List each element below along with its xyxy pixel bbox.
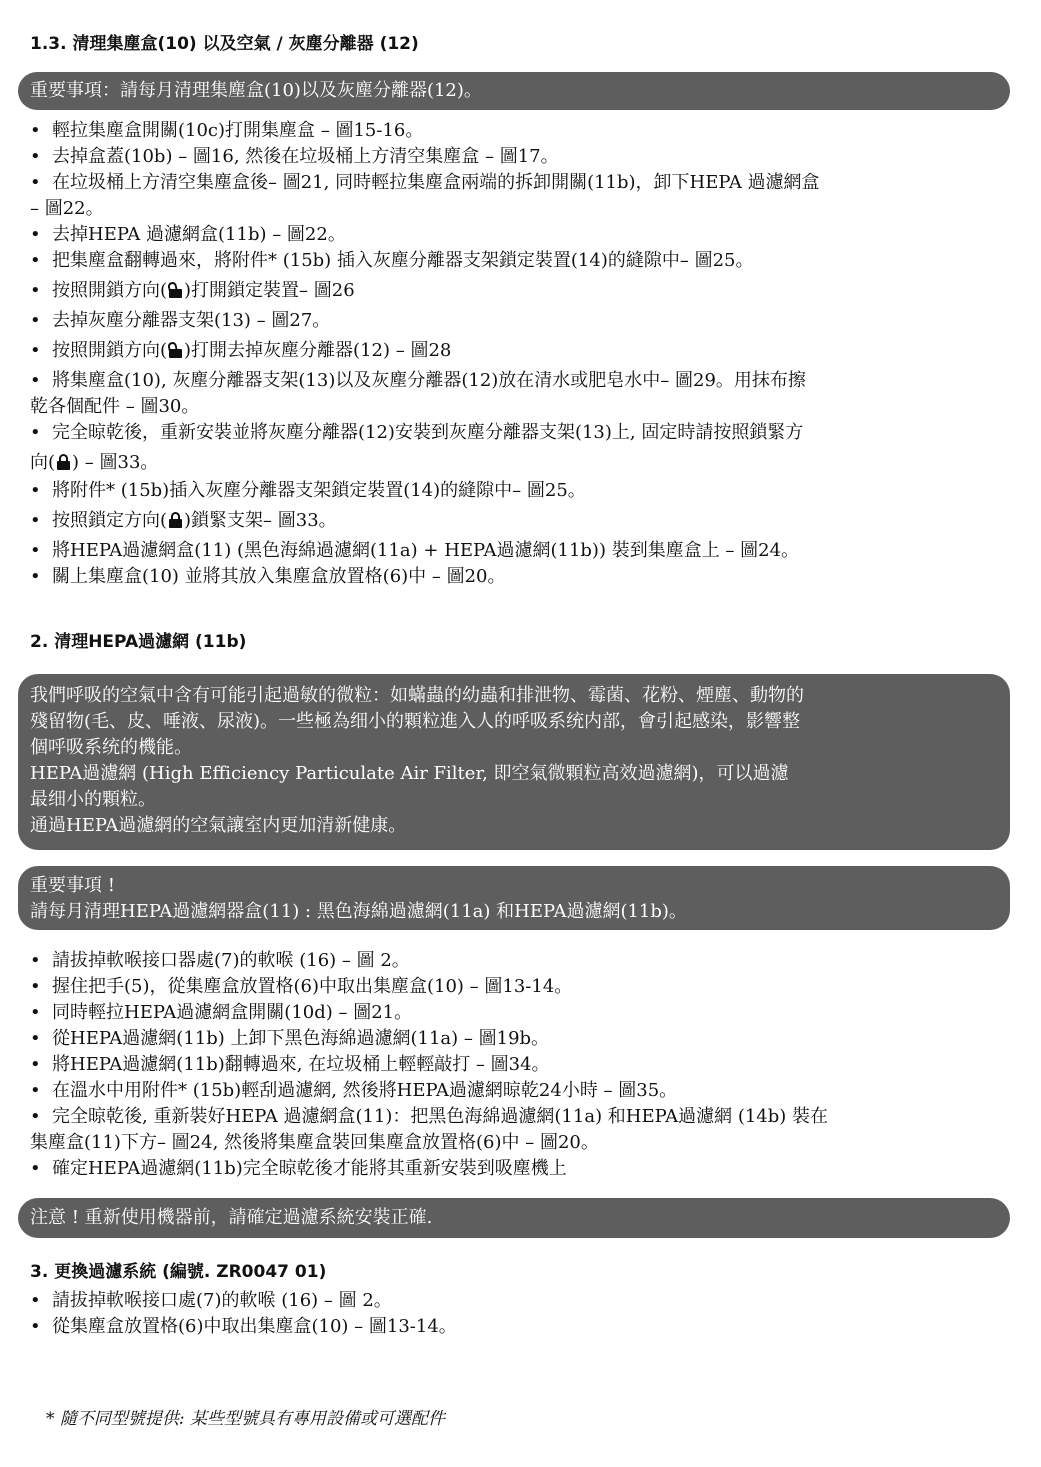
list-item: • 在溫水中用附件* (15b)輕刮過濾網, 然後將HEPA過濾網晾乾24小時 – 圖35。 <box>30 1080 678 1101</box>
list-item: • 請拔掉軟喉接口處(7)的軟喉 (16) – 圖 2。 <box>30 1290 392 1311</box>
notice-banner <box>18 1198 1010 1238</box>
section-1-heading: 1.3. 清理集塵盒(10) 以及空氣 / 灰塵分離器 (12) <box>30 34 419 54</box>
list-item: • 去掉灰塵分離器支架(13) – 圖27。 <box>30 310 331 331</box>
list-item: • 按照鎖定方向( )鎖緊支架– 圖33。 <box>30 510 337 531</box>
section-3-list <box>30 1288 1015 1340</box>
important-banner-2: 重要事項 ! 請每月清理HEPA過濾網器盒(11) : 黑色海綿過濾網(11a) 和HEPA過濾網(11b)。 <box>18 866 1010 930</box>
list-item: • 請拔掉軟喉接口器處(7)的軟喉 (16) – 圖 2。 <box>30 950 410 971</box>
list-item: • 關上集塵盒(10) 並將其放入集塵盒放置格(6)中 – 圖20。 <box>30 566 506 587</box>
notice-text: 注意 ! 重新使用機器前，請確定過濾系統安裝正確. <box>30 1207 433 1228</box>
list-item: • 將HEPA過濾網(11b)翻轉過來, 在垃圾桶上輕輕敲打 – 圖34。 <box>30 1054 550 1075</box>
list-item: • 按照開鎖方向( )打開鎖定裝置– 圖26 <box>30 280 355 301</box>
footnote: * 隨不同型號提供: 某些型號具有專用設備或可選配件 <box>46 1409 446 1429</box>
list-item: • 按照開鎖方向( )打開去掉灰塵分離器(12) – 圖28 <box>30 340 452 361</box>
unlock-icon <box>168 342 183 358</box>
list-item: • 握住把手(5)，從集塵盒放置格(6)中取出集塵盒(10) – 圖13-14。 <box>30 976 573 997</box>
lock-icon <box>168 512 183 528</box>
important-banner-1 <box>18 72 1010 110</box>
list-item: • 將集塵盒(10), 灰塵分離器支架(13)以及灰塵分離器(12)放在清水或肥皂水中– 圖29。用抹布擦 乾各個配件 – 圖30。 <box>30 370 806 417</box>
list-item: • 從集塵盒放置格(6)中取出集塵盒(10) – 圖13-14。 <box>30 1316 457 1337</box>
important-banner-1-text: 重要事項：請每月清理集塵盒(10)以及灰塵分離器(12)。 <box>30 80 482 101</box>
list-item: • 輕拉集塵盒開關(10c)打開集塵盒 – 圖15-16。 <box>30 120 424 141</box>
section-3-heading: 3. 更換過濾系統 (編號. ZR0047 01) <box>30 1262 327 1282</box>
section-2-list <box>30 948 1015 1182</box>
list-item: • 確定HEPA過濾網(11b)完全晾乾後才能將其重新安裝到吸塵機上 <box>30 1158 567 1179</box>
list-item: • 完全晾乾後，重新安裝並將灰塵分離器(12)安裝到灰塵分離器支架(13)上, 固定時請按照鎖緊方 向( ) – 圖33。 <box>30 422 804 473</box>
section-1-list <box>30 118 1015 590</box>
list-item: • 將HEPA過濾網盒(11) (黑色海綿過濾網(11a) + HEPA過濾網(11b)) 裝到集塵盒上 – 圖24。 <box>30 540 800 561</box>
list-item: • 去掉HEPA 過濾網盒(11b) – 圖22。 <box>30 224 346 245</box>
list-item: • 完全晾乾後, 重新裝好HEPA 過濾網盒(11)：把黑色海綿過濾網(11a) 和HEPA過濾網 (14b) 裝在 集塵盒(11)下方– 圖24, 然後將集塵盒裝回集塵盒放置格(6)中 – 圖20。 <box>30 1106 829 1153</box>
section-2-heading: 2. 清理HEPA過濾網 (11b) <box>30 632 247 652</box>
list-item: • 把集塵盒翻轉過來，將附件* (15b) 插入灰塵分離器支架鎖定裝置(14)的縫隙中– 圖25。 <box>30 250 754 271</box>
list-item: • 去掉盒蓋(10b) – 圖16, 然後在垃圾桶上方清空集塵盒 – 圖17。 <box>30 146 559 167</box>
list-item: • 從HEPA過濾網(11b) 上卸下黑色海綿過濾網(11a) – 圖19b。 <box>30 1028 550 1049</box>
list-item: • 將附件* (15b)插入灰塵分離器支架鎖定裝置(14)的縫隙中– 圖25。 <box>30 480 586 501</box>
list-item: • 在垃圾桶上方清空集塵盒後– 圖21, 同時輕拉集塵盒兩端的拆卸開關(11b)，卸下HEPA 過濾網盒 – 圖22。 <box>30 172 820 219</box>
info-banner: 我們呼吸的空氣中含有可能引起過敏的微粒：如蟎蟲的幼蟲和排泄物、霉菌、花粉、煙塵、動物的 殘留物(毛、皮、唾液、尿液)。一些極為细小的顆粒進入人的呼吸系统内部，會引起感染，影響整 個呼吸系统的機能。 HEPA過濾網 (High Efficiency Particulate Air Filter, 即空氣微顆粒高效過濾網)，可以過濾 最细小的顆粒。 通過HEPA過濾網的空氣讓室内更加清新健康。 <box>18 674 1010 850</box>
unlock-icon <box>168 282 183 298</box>
lock-icon <box>56 454 71 470</box>
list-item: • 同時輕拉HEPA過濾網盒開關(10d) – 圖21。 <box>30 1002 413 1023</box>
